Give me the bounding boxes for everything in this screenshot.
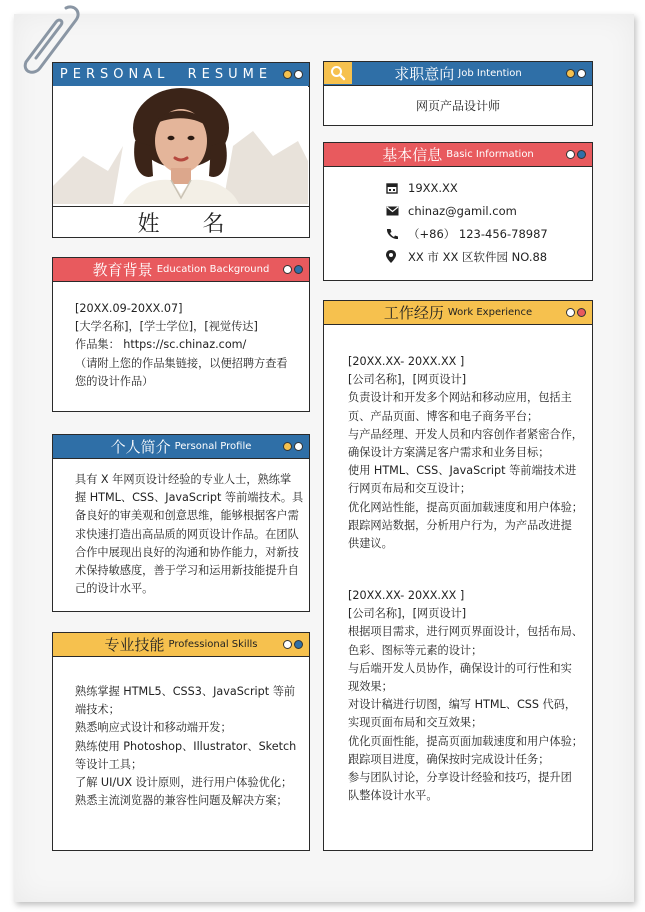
experience-line: 与后端开发人员协作，确保设计的可行性和实 xyxy=(348,661,572,675)
skills-line: 端技术； xyxy=(75,703,120,717)
skills-text xyxy=(75,683,296,810)
profile-text xyxy=(75,471,303,598)
skills-card xyxy=(52,632,310,851)
education-line: 作品集： https://sc.chinaz.com/ xyxy=(75,338,247,352)
skills-title: 专业技能 xyxy=(104,636,165,654)
job-intention-card xyxy=(323,61,593,126)
header-dots xyxy=(283,640,303,649)
experience-line: 优化页面性能，提高页面加载速度和用户体验； xyxy=(348,734,583,748)
skills-header xyxy=(53,633,309,657)
profile-line: 握 HTML、CSS、JavaScript 等前端技术。具 xyxy=(75,491,304,505)
experience-line: 负责设计和开发多个网站和移动应用，包括主 xyxy=(348,391,572,405)
profile-line: 求快速打造出高品质的网页设计作品。在团队 xyxy=(75,527,299,541)
skills-line: 等设计工具； xyxy=(75,757,143,771)
experience-line: [公司名称]，[网页设计] xyxy=(348,607,467,621)
experience-line: 现效果； xyxy=(348,680,393,694)
profile-line: 备良好的审美观和创意思维，能够根据客户需 xyxy=(75,509,299,523)
photo-card xyxy=(52,62,310,238)
experience-job1 xyxy=(348,353,583,553)
resume-title-bar xyxy=(53,63,309,87)
portrait-photo xyxy=(53,86,308,204)
job-intention-title-en: Job Intention xyxy=(458,68,522,79)
experience-line: 行网页布局和交互设计； xyxy=(348,482,472,496)
mail-icon xyxy=(386,206,408,216)
header-dots xyxy=(283,265,303,274)
experience-line: 对设计稿进行切图，编写 HTML、CSS 代码， xyxy=(348,698,577,712)
experience-line: 实现页面布局和交互效果； xyxy=(348,716,483,730)
header-dots xyxy=(566,150,586,159)
education-text xyxy=(75,300,288,391)
education-card xyxy=(52,257,310,412)
birth-row xyxy=(386,176,548,199)
skills-line: 了解 UI/UX 设计原则，进行用户体验优化； xyxy=(75,776,293,790)
experience-line: [公司名称]，[网页设计] xyxy=(348,373,467,387)
experience-line: [20XX.XX- 20XX.XX ] xyxy=(348,589,465,602)
experience-line: 确保设计方案满足客户需求和业务目标； xyxy=(348,446,550,460)
basic-info-title-en: Basic Information xyxy=(446,149,534,160)
experience-job2 xyxy=(348,587,583,805)
profile-card xyxy=(52,434,310,612)
job-intention-title: 求职意向 xyxy=(394,65,455,83)
education-title: 教育背景 xyxy=(92,261,153,279)
education-header xyxy=(53,258,309,282)
phone-icon xyxy=(386,228,408,240)
basic-info-card xyxy=(323,142,593,281)
education-title-en: Education Background xyxy=(156,264,270,275)
experience-header xyxy=(324,301,592,325)
skills-line: 熟练掌握 HTML5、CSS3、JavaScript 等前 xyxy=(75,685,296,698)
job-position: 网页产品设计师 xyxy=(415,99,500,113)
skills-line: 熟练使用 Photoshop、Illustrator、Sketch xyxy=(75,739,297,753)
experience-title: 工作经历 xyxy=(383,304,444,322)
experience-title-en: Work Experience xyxy=(447,307,533,318)
experience-line: 跟踪项目进度，确保按时完成设计任务； xyxy=(348,752,550,766)
profile-line: 术保持敏感度，善于学习和运用新技能提升自 xyxy=(75,564,299,578)
experience-line: 页、产品页面、博客和电子商务平台； xyxy=(348,409,539,423)
education-line: （请附上您的作品集链接，以便招聘方查看 xyxy=(75,356,288,370)
address-value: XX 市 XX 区软件园 NO.88 xyxy=(408,249,548,264)
experience-line: [20XX.XX- 20XX.XX ] xyxy=(348,355,465,368)
location-pin-icon xyxy=(386,250,408,263)
job-intention-header xyxy=(324,62,592,86)
address-row xyxy=(386,245,548,268)
education-line: [大学名称]，[学士学位]，[视觉传达] xyxy=(75,320,258,334)
search-icon xyxy=(324,62,352,84)
profile-line: 合作中展现出良好的沟通和协作能力，对新技 xyxy=(75,545,299,559)
header-dots xyxy=(283,442,303,451)
experience-line: 参与团队讨论，分享设计经验和技巧，提升团 xyxy=(348,771,572,785)
experience-line: 队整体设计水平。 xyxy=(348,789,438,803)
experience-line: 供建议。 xyxy=(348,537,393,551)
experience-line: 与产品经理、开发人员和内容创作者紧密合作， xyxy=(348,427,583,441)
calendar-icon xyxy=(386,182,408,194)
basic-info-title: 基本信息 xyxy=(382,146,443,164)
experience-line: 优化网站性能，提高页面加载速度和用户体验； xyxy=(348,500,583,514)
education-line: [20XX.09-20XX.07] xyxy=(75,302,183,315)
skills-title-en: Professional Skills xyxy=(168,639,258,650)
education-line: 您的设计作品） xyxy=(75,374,154,388)
phone-value: （+86） 123-456-78987 xyxy=(408,226,548,241)
header-dots xyxy=(566,69,586,78)
skills-line: 熟悉主流浏览器的兼容性问题及解决方案； xyxy=(75,794,288,808)
profile-title-en: Personal Profile xyxy=(174,441,252,452)
resume-title: PERSONAL RESUME xyxy=(59,67,273,82)
experience-line: 使用 HTML、CSS、JavaScript 等前端技术进 xyxy=(348,464,577,478)
profile-header xyxy=(53,435,309,459)
experience-line: 色彩、图标等元素的设计； xyxy=(348,643,483,657)
phone-row xyxy=(386,222,548,245)
header-dots xyxy=(283,70,303,79)
skills-line: 熟悉响应式设计和移动端开发； xyxy=(75,721,232,735)
birth-value: 19XX.XX xyxy=(408,180,458,195)
profile-line: 己的设计水平。 xyxy=(75,582,154,596)
name-text: 姓 名 xyxy=(137,211,243,237)
experience-line: 根据项目需求，进行网页界面设计，包括布局、 xyxy=(348,625,583,639)
email-row xyxy=(386,199,548,222)
experience-card xyxy=(323,300,593,851)
email-value: chinaz@gamil.com xyxy=(408,203,517,218)
name-box xyxy=(53,206,309,237)
profile-line: 具有 X 年网页设计经验的专业人士，熟练掌 xyxy=(75,473,292,486)
profile-title: 个人简介 xyxy=(110,438,171,456)
basic-info-list xyxy=(386,176,548,268)
header-dots xyxy=(566,308,586,317)
basic-info-header xyxy=(324,143,592,167)
experience-line: 跟踪网站数据，分析用户行为，为产品改进提 xyxy=(348,518,572,532)
